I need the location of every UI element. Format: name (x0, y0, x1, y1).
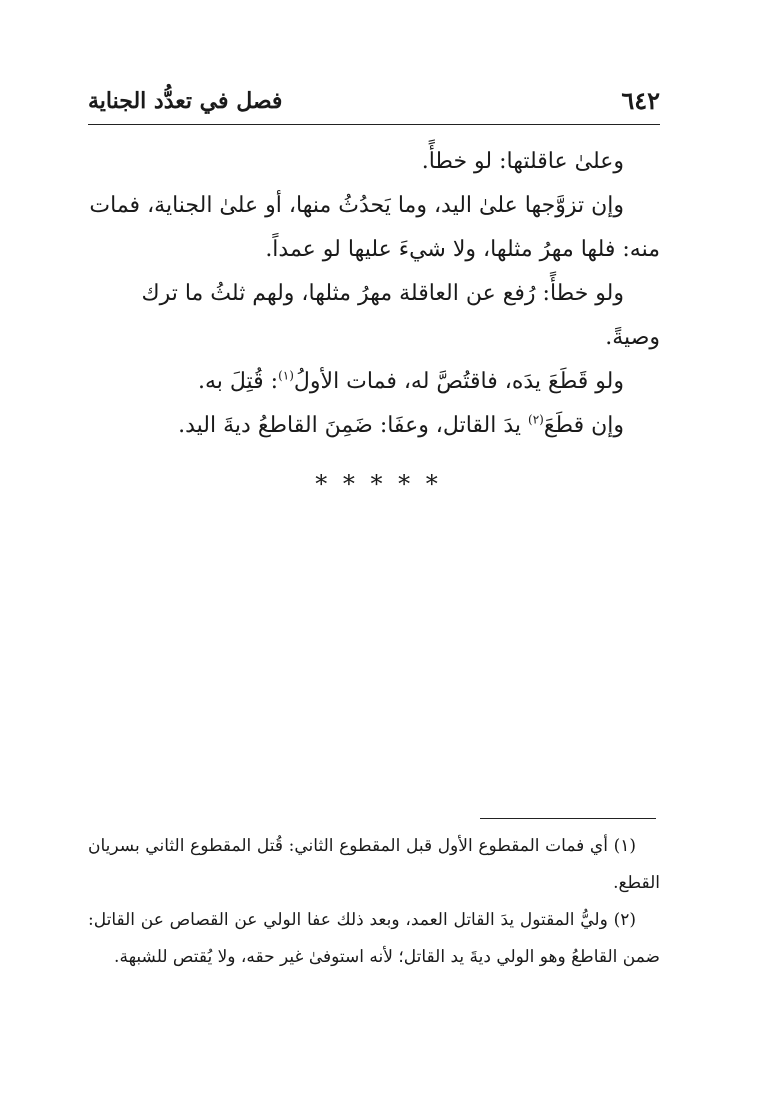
paragraph-4-text-end: : قُتِلَ به. (197, 369, 279, 394)
section-divider: * * * * * (315, 470, 442, 498)
main-text (88, 140, 660, 448)
footnote-rule (480, 818, 656, 819)
paragraph-5-text-end: يدَ القاتل، وعفَا: ضَمِنَ القاطعُ ديةَ اليد. (178, 413, 528, 438)
footnote-1: (١) أي فمات المقطوع الأول قبل المقطوع الثاني: قُتل المقطوع الثاني بسريان القطع. (88, 836, 660, 893)
footnote-ref-2[interactable]: (٢) (528, 412, 544, 427)
footnotes (88, 828, 660, 976)
paragraph-5 (88, 404, 660, 448)
page-header (88, 80, 660, 125)
paragraph-3: ولو خطأً: رُفع عن العاقلة مهرُ مثلها، ولهم ثلثُ ما ترك وصيةً. (141, 281, 660, 350)
paragraph-1: وعلىٰ عاقلتها: لو خطأً. (421, 149, 624, 174)
paragraph-2: وإن تزوَّجها علىٰ اليد، وما يَحدُثُ منها، أو علىٰ الجناية، فمات منه: فلها مهرُ مثلها، ولا شيءَ عليها لو عمداً. (89, 193, 660, 262)
paragraph-4-text: ولو قَطَعَ يدَه، فاقتُصَّ له، فمات الأولُ (293, 369, 624, 394)
footnote-ref-1[interactable]: (١) (278, 368, 294, 383)
paragraph-5-text: وإن قطَعَ (543, 413, 624, 438)
running-title: فصل في تعدُّد الجناية (88, 88, 283, 114)
page-number: ٦٤٢ (621, 86, 660, 115)
footnote-2: (٢) وليُّ المقتول يدَ القاتل العمد، وبعد ذلك عفا الولي عن القصاص عن القاتل: ضمن القاطعُ وهو الولي ديةَ يد القاتل؛ لأنه استوفىٰ غير حقه، ولا يُقتص للشبهة. (88, 910, 660, 967)
paragraph-4 (88, 360, 660, 404)
